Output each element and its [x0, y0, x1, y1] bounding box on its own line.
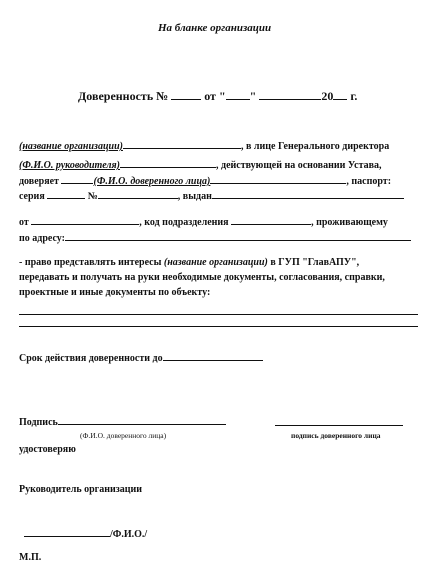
address-label: по адресу:	[19, 233, 65, 244]
heading-ot: от	[204, 89, 216, 103]
passport-text: , паспорт:	[346, 176, 392, 187]
quote-open: "	[218, 89, 226, 103]
head-fio-text: /Ф.И.О./	[110, 529, 148, 540]
signature-fio-caption: (Ф.И.О. доверенного лица)	[80, 431, 167, 440]
certify-text: удостоверяю	[19, 444, 76, 455]
powers-line-3: проектные и иные документы по объекту:	[19, 287, 211, 298]
head-label: Руководитель организации	[19, 484, 143, 495]
org-name-blank[interactable]	[123, 138, 241, 149]
powers-line-1	[19, 257, 359, 268]
day-field[interactable]	[226, 89, 250, 100]
passport-line	[19, 188, 404, 202]
org-line	[19, 138, 389, 152]
object-line-2[interactable]	[19, 326, 418, 327]
object-line-1[interactable]	[19, 314, 418, 315]
series-field[interactable]	[47, 188, 85, 199]
quote-close: "	[249, 89, 257, 103]
powers-prefix: - право представлять интересы	[19, 257, 162, 268]
division-text: , код подразделения	[139, 217, 229, 228]
issue-date-field[interactable]	[31, 214, 139, 225]
division-code-field[interactable]	[231, 214, 311, 225]
validity-label: Срок действия доверенности до	[19, 353, 163, 364]
residing-text: , проживающему	[311, 217, 388, 228]
issued-text: , выдан	[177, 191, 212, 202]
letterhead-note: На бланке организации	[158, 22, 272, 34]
director-fio-field[interactable]: (Ф.И.О. руководителя)	[19, 160, 121, 171]
address-line	[19, 230, 411, 244]
signature-fio-field[interactable]	[58, 414, 226, 425]
doc-number-field[interactable]	[171, 89, 201, 100]
year-prefix: 20	[321, 89, 334, 103]
heading-prefix: Доверенность №	[78, 89, 169, 103]
passport-number-field[interactable]	[98, 188, 178, 199]
year-field[interactable]	[333, 89, 347, 100]
trustee-signature-field[interactable]	[275, 425, 403, 426]
number-sign: №	[87, 191, 98, 202]
org-name-field[interactable]: (название организации)	[19, 141, 123, 152]
signature-line	[19, 414, 226, 428]
director-line	[19, 157, 382, 171]
head-signature-line	[24, 526, 147, 540]
trustee-blank-right[interactable]	[210, 173, 346, 184]
stamp-place: М.П.	[19, 552, 42, 563]
month-field[interactable]	[259, 89, 321, 100]
signature-caption: подпись доверенного лица	[291, 431, 381, 440]
validity-line	[19, 350, 263, 364]
address-field[interactable]	[65, 230, 411, 241]
signature-label: Подпись	[19, 417, 58, 428]
document-heading	[78, 89, 357, 104]
trusted-person-field[interactable]: (Ф.И.О. доверенного лица)	[93, 176, 211, 187]
issued-by-field[interactable]	[212, 188, 404, 199]
entrusts-text: доверяет	[19, 176, 59, 187]
trustee-line	[19, 173, 391, 187]
acting-text: , действующей на основании Устава,	[216, 160, 382, 171]
issue-date-line	[19, 214, 388, 228]
from-text: от	[19, 217, 29, 228]
trustee-blank-left[interactable]	[61, 173, 93, 184]
in-person-text: , в лице Генерального директора	[240, 141, 390, 152]
director-fio-blank[interactable]	[120, 157, 216, 168]
head-signature-field[interactable]	[24, 526, 110, 537]
validity-date-field[interactable]	[163, 350, 263, 361]
powers-line-2: передавать и получать на руки необходимые документы, согласования, справки,	[19, 272, 385, 283]
powers-suffix: в ГУП "ГлавАПУ",	[270, 257, 360, 268]
year-suffix: г.	[350, 89, 358, 103]
powers-org-field[interactable]: (название организации)	[163, 257, 268, 268]
series-text: серия	[19, 191, 45, 202]
